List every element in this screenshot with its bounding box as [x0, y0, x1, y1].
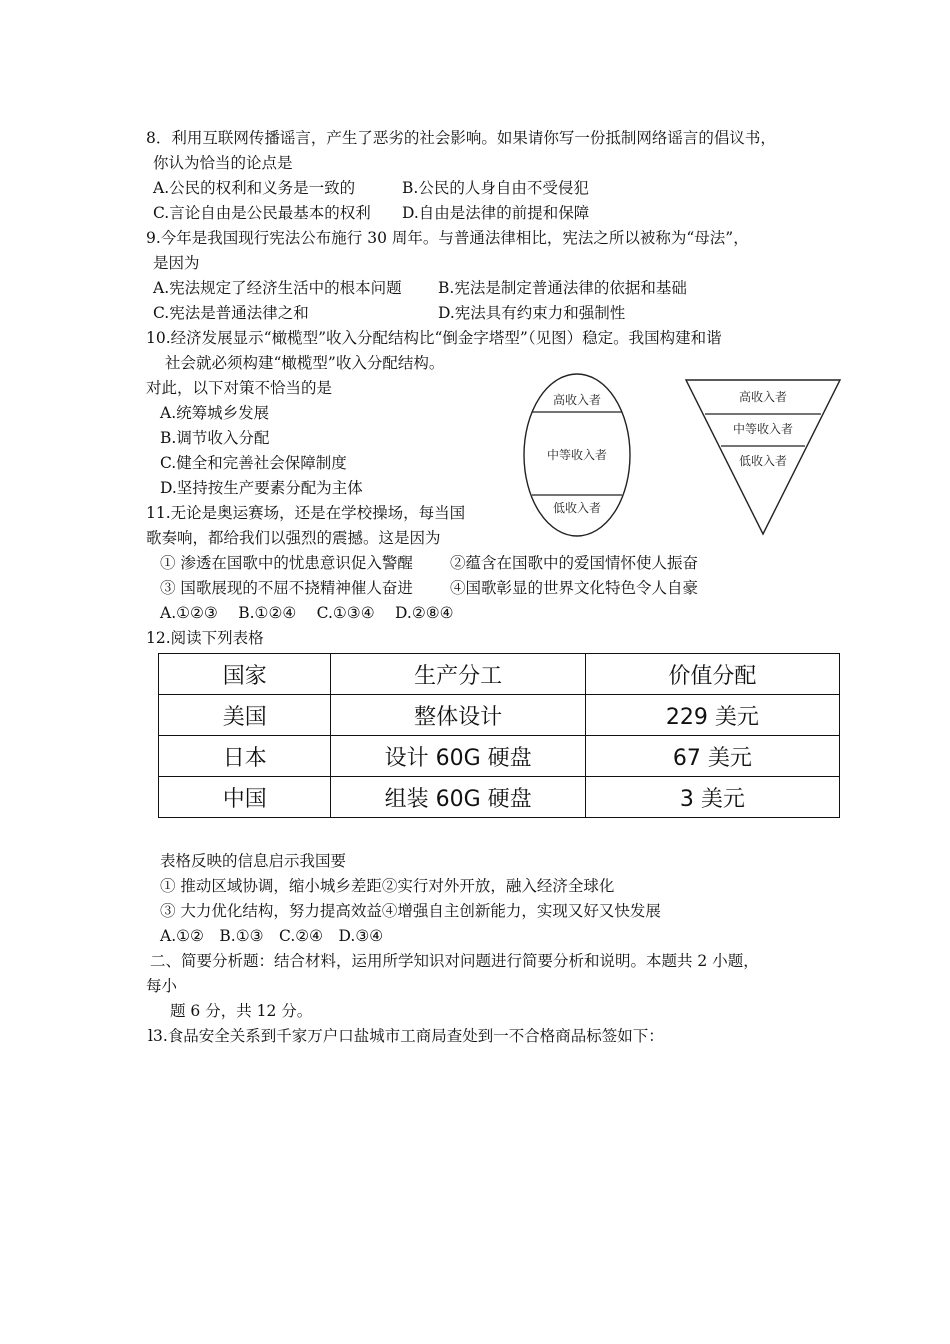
table-cell: 中国: [159, 777, 331, 818]
q8-option-d: D.自由是法律的前提和保障: [402, 204, 590, 222]
pyramid-label-middle: 中等收入者: [732, 422, 794, 436]
q9-option-a: A.宪法规定了经济生活中的根本问题: [153, 279, 402, 297]
q8-option-a: A.公民的权利和义务是一致的: [153, 179, 356, 197]
section2-heading-line2: 每小: [146, 977, 178, 995]
q11-statement-2: ②蕴含在国歌中的爱国情怀使人振奋: [450, 554, 699, 572]
q8-stem-line1: 8．利用互联网传播谣言，产生了恶劣的社会影响。如果请你写一份抵制网络谣言的倡议书，: [146, 129, 776, 147]
q10-option-d: D.坚持按生产要素分配为主体: [160, 479, 363, 497]
q8-stem-line2: 你认为恰当的论点是: [153, 154, 293, 172]
q12-stem: 12.阅读下列表格: [146, 629, 264, 647]
pyramid-label-low: 低收入者: [738, 454, 788, 468]
table-header-division: 生产分工: [331, 654, 585, 695]
table-cell: 组装 60G 硬盘: [331, 777, 585, 818]
q8-option-b: B.公民的人身自由不受侵犯: [402, 179, 589, 197]
table-row: [159, 695, 840, 736]
table-cell: 美国: [159, 695, 331, 736]
q12-options: A.①② B.①③ C.②④ D.③④: [160, 927, 384, 945]
q10-option-b: B.调节收入分配: [160, 429, 270, 447]
olive-label-middle: 中等收入者: [546, 448, 608, 462]
q13-stem: l3.食品安全关系到千家万户口盐城市工商局查处到一不合格商品标签如下：: [148, 1027, 664, 1045]
q10-option-a: A.统筹城乡发展: [160, 404, 270, 422]
q11-statement-3: ③ 国歌展现的不屈不挠精神催人奋进: [160, 579, 413, 597]
q11-options: A.①②③ B.①②④ C.①③④ D.②⑧④: [160, 604, 454, 622]
q10-stem-line1: 10.经济发展显示“橄榄型”收入分配结构比“倒金字塔型”（见图）稳定。我国构建和谐: [146, 329, 722, 347]
q11-stem-line2: 歌奏响，都给我们以强烈的震撼。这是因为: [146, 529, 441, 547]
q9-stem-line2: 是因为: [153, 254, 200, 272]
section2-heading-line1: 二、简要分析题：结合材料，运用所学知识对问题进行简要分析和说明。本题共 2 小题，: [150, 952, 759, 970]
table-cell: 3 美元: [585, 777, 839, 818]
section2-heading-line3: 题 6 分，共 12 分。: [170, 1002, 313, 1020]
q10-stem-line2: 社会就必须构建“橄榄型”收入分配结构。: [165, 354, 445, 372]
q12-after-table: 表格反映的信息启示我国要: [160, 852, 347, 870]
table-cell: 设计 60G 硬盘: [331, 736, 585, 777]
q11-stem-line1: 11.无论是奥运赛场，还是在学校操场，每当国: [146, 504, 466, 522]
q9-option-c: C.宪法是普通法律之和: [153, 304, 309, 322]
q8-option-c: C.言论自由是公民最基本的权利: [153, 204, 371, 222]
inverted-pyramid-diagram: [684, 376, 842, 536]
table-cell: 整体设计: [331, 695, 585, 736]
table-cell: 67 美元: [585, 736, 839, 777]
q12-statements-1-2: ① 推动区域协调，缩小城乡差距②实行对外开放，融入经济全球化: [160, 877, 615, 895]
q9-option-d: D.宪法具有约束力和强制性: [438, 304, 626, 322]
q10-option-c: C.健全和完善社会保障制度: [160, 454, 347, 472]
pyramid-label-high: 高收入者: [738, 390, 788, 404]
table-row: [159, 777, 840, 818]
q10-stem-line3: 对此，以下对策不恰当的是: [146, 379, 333, 397]
table-header-row: [159, 654, 840, 695]
table-cell: 日本: [159, 736, 331, 777]
value-distribution-table: [158, 653, 840, 818]
olive-income-diagram: [522, 372, 632, 538]
table-cell: 229 美元: [585, 695, 839, 736]
q11-statement-1: ① 渗透在国歌中的忧患意识促入警醒: [160, 554, 413, 572]
q12-statements-3-4: ③ 大力优化结构，努力提高效益④增强自主创新能力，实现又好又快发展: [160, 902, 661, 920]
table-header-value: 价值分配: [585, 654, 839, 695]
olive-label-high: 高收入者: [552, 393, 602, 407]
olive-label-low: 低收入者: [552, 501, 602, 515]
table-header-country: 国家: [159, 654, 331, 695]
table-row: [159, 736, 840, 777]
q9-stem-line1: 9.今年是我国现行宪法公布施行 30 周年。与普通法律相比，宪法之所以被称为“母法”，: [146, 229, 749, 247]
q9-option-b: B.宪法是制定普通法律的依据和基础: [438, 279, 687, 297]
q11-statement-4: ④国歌彰显的世界文化特色令人自豪: [450, 579, 699, 597]
